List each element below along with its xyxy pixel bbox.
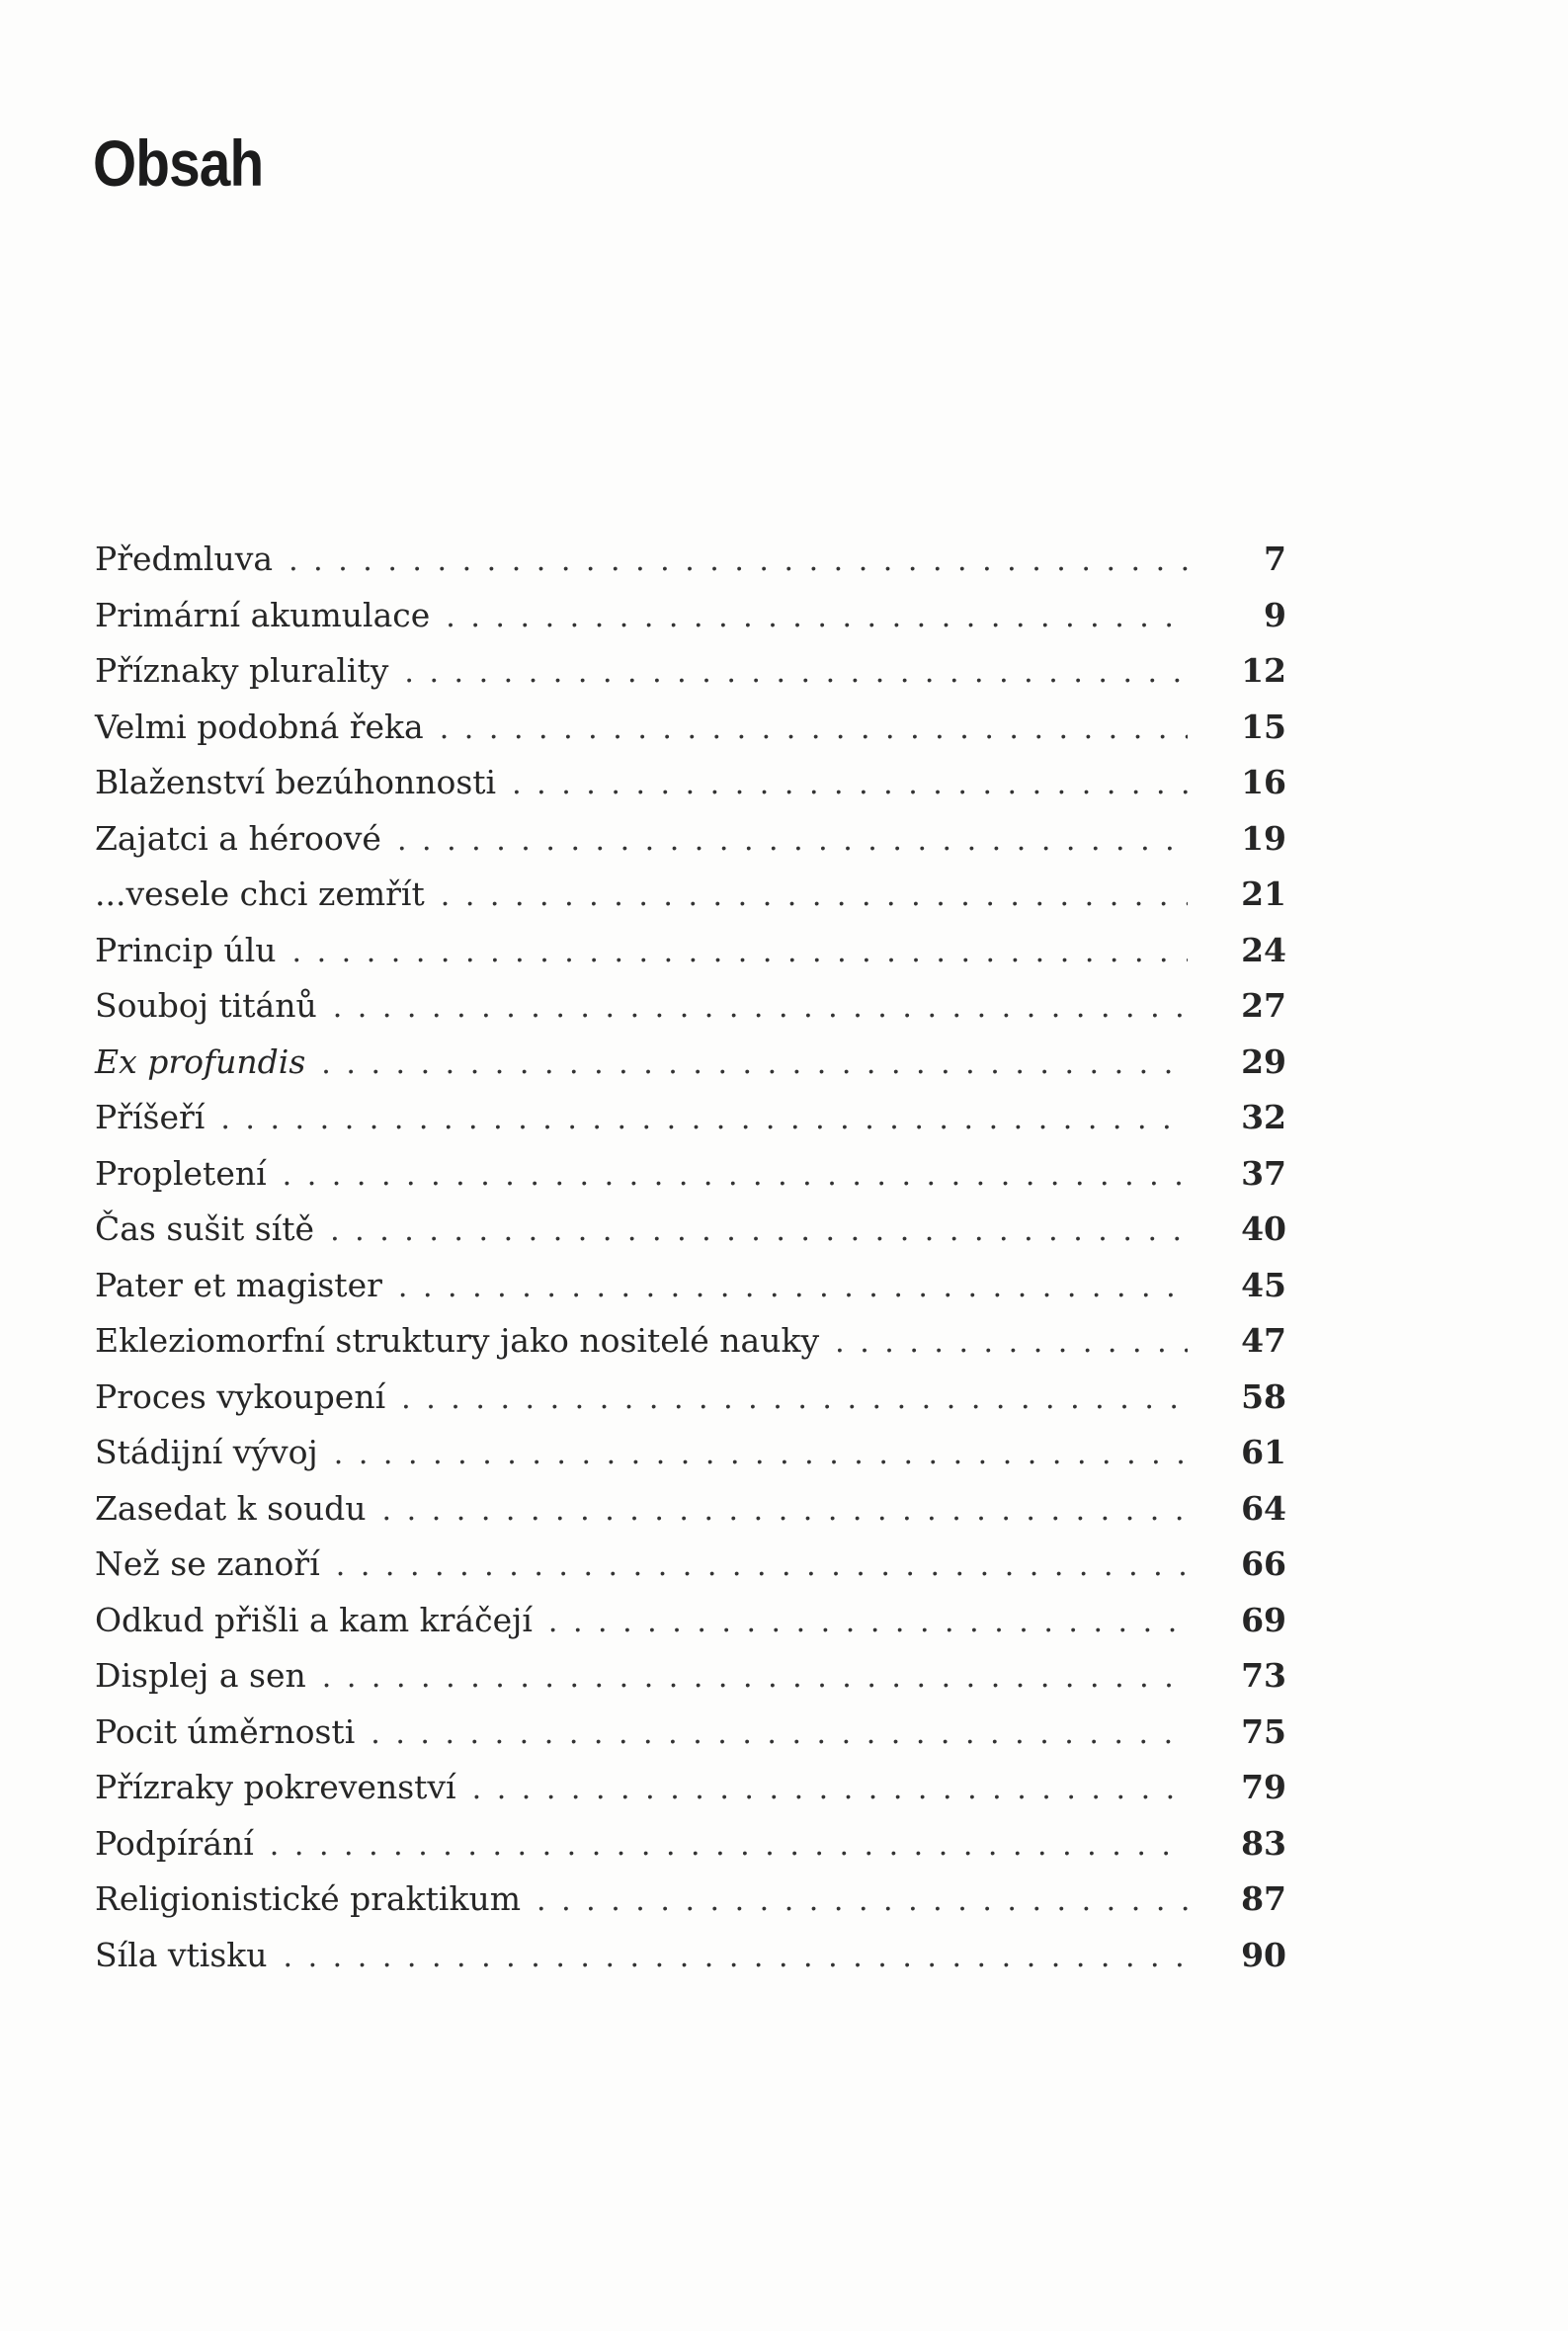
toc-entry-title: Souboj titánů	[95, 986, 317, 1025]
toc-entry-page-number: 47	[1241, 1321, 1286, 1360]
toc-entry-title: Než se zanoří	[95, 1544, 320, 1583]
toc-entry-page-number: 32	[1241, 1098, 1286, 1136]
toc-entry-title: Příznaky plurality	[95, 651, 389, 690]
toc-dot-leader	[835, 1325, 1188, 1360]
toc-entry-title: Religionistické praktikum	[95, 1879, 522, 1918]
toc-entry	[95, 1433, 1286, 1489]
toc-entry-title: Pocit úměrnosti	[95, 1711, 356, 1751]
toc-entry	[95, 708, 1286, 764]
toc-entry	[95, 1712, 1286, 1769]
toc-entry-page-number: 87	[1241, 1879, 1286, 1918]
toc-entry-title: Pater et magister	[95, 1265, 382, 1304]
toc-entry	[95, 874, 1286, 931]
toc-dot-leader	[284, 1940, 1188, 1974]
page-title: Obsah	[93, 126, 264, 200]
toc-entry	[95, 540, 1286, 596]
toc-entry-page-number: 40	[1241, 1209, 1286, 1248]
toc-entry-page-number: 73	[1241, 1656, 1286, 1695]
toc-entry-page-number: 29	[1241, 1041, 1286, 1081]
toc-entry	[95, 1544, 1286, 1601]
toc-entry	[95, 1936, 1286, 1992]
toc-entry-page-number: 66	[1241, 1544, 1286, 1583]
toc-dot-leader	[334, 1437, 1188, 1471]
toc-entry	[95, 763, 1286, 819]
toc-entry	[95, 651, 1286, 708]
toc-entry-title: Ekleziomorfní struktury jako nositelé nauky	[95, 1321, 820, 1360]
toc-entry-title: Podpírání	[95, 1823, 254, 1863]
toc-dot-leader	[404, 655, 1188, 690]
toc-entry-title: Displej a sen	[95, 1656, 306, 1695]
toc-dot-leader	[336, 1548, 1188, 1583]
toc-entry-page-number: 45	[1241, 1265, 1286, 1304]
table-of-contents	[95, 540, 1286, 1991]
toc-entry	[95, 1879, 1286, 1936]
toc-entry	[95, 1824, 1286, 1880]
toc-entry-title: ...vesele chci zemřít	[95, 874, 425, 913]
toc-entry	[95, 986, 1286, 1042]
toc-entry	[95, 596, 1286, 652]
toc-dot-leader	[330, 1213, 1188, 1248]
toc-dot-leader	[548, 1605, 1188, 1639]
toc-entry-title: Zasedat k soudu	[95, 1488, 367, 1528]
toc-entry-page-number: 27	[1241, 986, 1286, 1025]
toc-entry	[95, 1098, 1286, 1154]
toc-dot-leader	[398, 1270, 1188, 1304]
toc-dot-leader	[440, 711, 1188, 746]
toc-entry-page-number: 21	[1241, 874, 1286, 913]
toc-entry-page-number: 75	[1241, 1711, 1286, 1751]
toc-entry-page-number: 24	[1241, 930, 1286, 969]
toc-dot-leader	[382, 1493, 1188, 1528]
toc-dot-leader	[292, 935, 1189, 969]
toc-dot-leader	[220, 1102, 1188, 1136]
toc-entry-title: Princip úlu	[95, 930, 277, 969]
toc-entry-title: Čas sušit sítě	[95, 1209, 315, 1248]
toc-entry	[95, 1042, 1286, 1099]
toc-entry-title: Předmluva	[95, 540, 274, 578]
toc-entry-title: Blaženství bezúhonnosti	[95, 763, 497, 801]
toc-entry	[95, 1489, 1286, 1545]
toc-entry	[95, 931, 1286, 987]
toc-entry-title: Zajatci a héroové	[95, 818, 381, 858]
toc-dot-leader	[536, 1883, 1188, 1918]
toc-entry	[95, 819, 1286, 875]
toc-entry	[95, 1321, 1286, 1377]
toc-dot-leader	[441, 878, 1188, 913]
toc-dot-leader	[333, 990, 1188, 1025]
toc-entry	[95, 1768, 1286, 1824]
toc-entry	[95, 1656, 1286, 1712]
toc-entry-page-number: 64	[1241, 1488, 1286, 1528]
toc-entry	[95, 1209, 1286, 1266]
toc-entry-page-number: 37	[1241, 1153, 1286, 1193]
toc-entry-title: Síla vtisku	[95, 1935, 268, 1974]
toc-entry-page-number: 19	[1241, 818, 1286, 858]
toc-entry-page-number: 16	[1241, 763, 1286, 801]
toc-dot-leader	[283, 1158, 1188, 1193]
toc-dot-leader	[321, 1046, 1188, 1081]
toc-entry-title: Odkud přišli a kam kráčejí	[95, 1600, 533, 1639]
toc-dot-leader	[472, 1772, 1188, 1806]
toc-entry-title: Přízraky pokrevenství	[95, 1768, 456, 1806]
toc-entry-page-number: 61	[1241, 1433, 1286, 1471]
toc-entry-title: Ex profundis	[95, 1041, 306, 1081]
toc-entry-page-number: 12	[1241, 651, 1286, 690]
toc-entry	[95, 1377, 1286, 1434]
toc-entry-page-number: 7	[1264, 540, 1286, 578]
toc-entry-page-number: 15	[1241, 707, 1286, 746]
toc-entry-page-number: 90	[1241, 1935, 1286, 1974]
toc-entry-page-number: 79	[1241, 1768, 1286, 1806]
toc-entry-title: Primární akumulace	[95, 595, 431, 634]
toc-dot-leader	[371, 1716, 1188, 1751]
toc-entry-page-number: 9	[1264, 595, 1286, 634]
toc-entry-page-number: 69	[1241, 1600, 1286, 1639]
toc-entry	[95, 1266, 1286, 1322]
toc-entry-page-number: 58	[1241, 1376, 1286, 1416]
toc-dot-leader	[322, 1660, 1188, 1695]
toc-dot-leader	[289, 543, 1188, 578]
toc-dot-leader	[401, 1381, 1188, 1416]
toc-dot-leader	[512, 767, 1188, 801]
toc-entry-title: Velmi podobná řeka	[95, 707, 424, 746]
toc-entry-title: Proces vykoupení	[95, 1376, 386, 1416]
toc-dot-leader	[270, 1828, 1188, 1863]
toc-entry	[95, 1601, 1286, 1657]
toc-entry-page-number: 83	[1241, 1823, 1286, 1863]
toc-entry	[95, 1154, 1286, 1210]
toc-dot-leader	[446, 600, 1188, 634]
toc-entry-title: Příšeří	[95, 1098, 206, 1136]
toc-entry-title: Stádijní vývoj	[95, 1433, 318, 1471]
toc-dot-leader	[397, 823, 1188, 858]
toc-entry-title: Propletení	[95, 1153, 267, 1193]
